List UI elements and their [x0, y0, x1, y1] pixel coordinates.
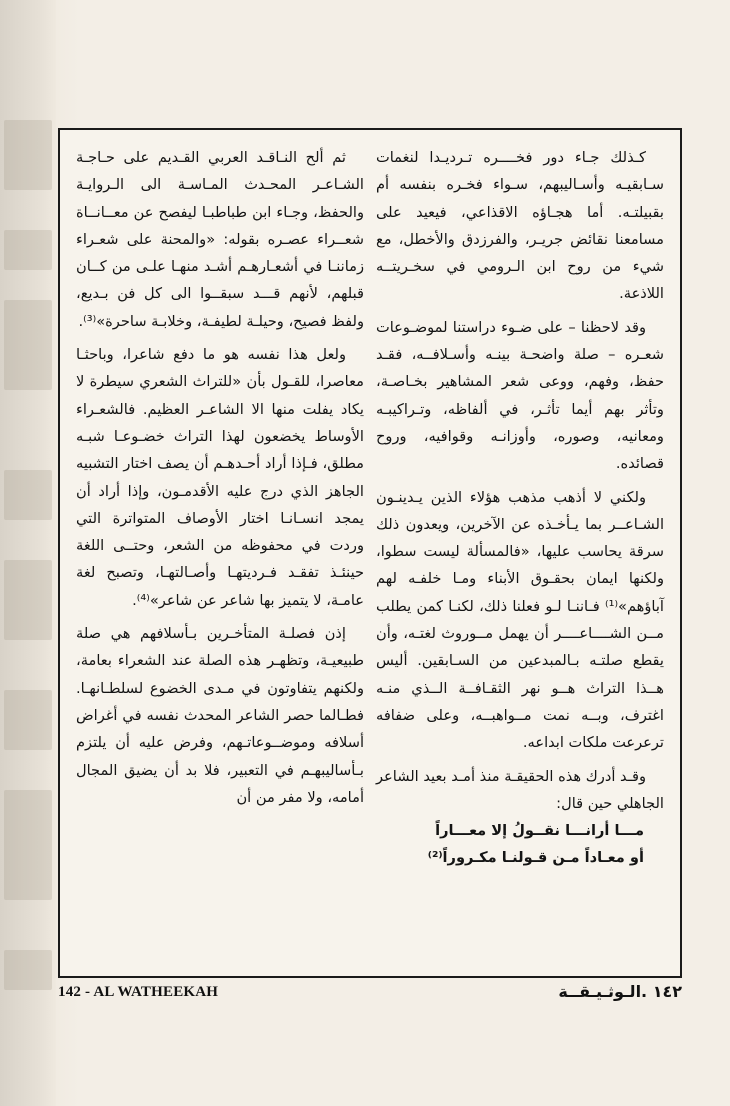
paragraph: وقـد أدرك هذه الحقيقـة منذ أمـد بعيد الشاعر الجاهلي حين قال: [376, 767, 664, 812]
paragraph: كـذلك جـاء دور فخــــره تـرديـدا لنغمات سـابقيـه وأسـاليبهم، سـواء فخـره بنفسه أم بقبيلتـه. أما هجـاؤه الاقذاعي، فيعيد على مسامعنا نقائض جريـر، والفرزدق والأخطل، مع شيء من روح ابن الـرومي في سخـريتــه اللاذعة. [376, 149, 664, 303]
bleed-shadow [4, 470, 52, 520]
bleed-shadow [4, 560, 52, 640]
paragraph: ثم ألح النـاقـد العربي القـديم على حـاجـة الشـاعـر المحـدث المـاسـة الى الـروايـة والحفظ، وجـاء ابن طباطبـا ليفصح عن معــانــاة شعــراء عصـره بقوله: «والمحنة على شعـراء زماننـا في أشعـارهـم أشـد منهـا علـى من كــان قبلهم، لأنهم قـــد سبقــوا الى كل فن بـديع، ولفظ فصيح، وحيلـة لطيفـة، وخلابـة ساحرة»⁽³⁾. [76, 149, 364, 330]
poem-verse-line: أو معـاداً مـن قـولنـا مكـروراً⁽²⁾ [427, 849, 644, 867]
right-column [376, 144, 664, 872]
page-footer [58, 980, 682, 1008]
page-number-latin: 142 - AL WATHEEKAH [58, 984, 219, 1000]
bleed-shadow [4, 120, 52, 190]
adjacent-page-bleed [0, 0, 56, 1106]
article-frame [58, 128, 682, 978]
bleed-shadow [4, 300, 52, 390]
left-column [76, 144, 364, 811]
bleed-shadow [4, 690, 52, 750]
paragraph: ولكني لا أذهب مذهب هؤلاء الذين يـدينـون الشـاعــر بما يـأخـذه عن الآخرين، ويعدون ذلك سرقة يحاسب عليها، «فالمسألة ليست سطوا، ولكنها ايمان بحقـوق الأبناء ومـا خلفـه لهم آباؤهم»⁽¹⁾ فـاننـا لـو فعلنا ذلك، لكنـا كمن يطلب مــن الشــــاعــــر أن يهمل مــوروث لغتـه، وأن يقطع صلتـه بـالمبدعين من السـابقين. أليس هــذا التراث هــو نهر الثقـافــة الــذي منـه اغترف، وبــه نمت مــواهبــه، وعلى ضفافه ترعرعت ملكات ابداعه. [376, 488, 664, 752]
paragraph: وقد لاحظنا – على ضـوء دراستنا لموضـوعات شعـره – صلة واضحـة بينـه وأسـلافــه، فقـد حفظ، وفهم، ووعى شعر المشاهير بخـاصـة، وتأثر بهم أيما تأثـر، في ألفاظه، وتـراكيبـه ومعانيه، وصوره، وأوزانـه وقوافيه، وروح قصائده. [376, 318, 664, 473]
paragraph: إذن فصلـة المتأخـرين بـأسلافهم هي صلة طبيعيـة، وتظهـر هذه الصلة عند الشعراء بعامة، ولكنهم يتفاوتون في مـدى الخضوع لسلطـانهـا. فطـالما حصر الشاعر المحدث نفسه في أغراض أسلافه وموضــوعاتـهم، وفرض عليه أن يلتزم بـأساليبهـم في التعبير، فلا بد أن يضيق المجال أمامه، ولا مفر من أن [76, 625, 364, 806]
poem-verse-line: مـــا أرانـــا نقــولُ إلا معـــاراً [435, 822, 644, 840]
bleed-shadow [4, 790, 52, 900]
bleed-shadow [4, 230, 52, 270]
paragraph: ولعل هذا نفسه هو ما دفع شاعرا، وباحثـا معاصرا، للقـول بأن «للتراث الشعري سيطرة لا يكاد يفلت منها الا الشاعـر العظيم. فالشعـراء الأوساط يخضعون لهذا التراث خضـوعـا شبـه مطلق، فـإذا أراد أحـدهـم أن يصف اختار التشبيه الجاهز الذي درج عليه الأقدمـون، وإذا أراد أن يمجد انسـانـا اختار الأوصاف المتواترة التي وردت في محفوظه من الشعر، وحتــى اللغة حينئـذ تفقـد فـرديتهـا وأصـالتهـا، وتصبح لغة عامـة، لا يتميز بها شاعر عن شاعر»⁽⁴⁾. [76, 346, 364, 609]
page-number-arabic: ١٤٢ .الـوثـيـقــة [558, 982, 682, 1001]
bleed-shadow [4, 950, 52, 990]
